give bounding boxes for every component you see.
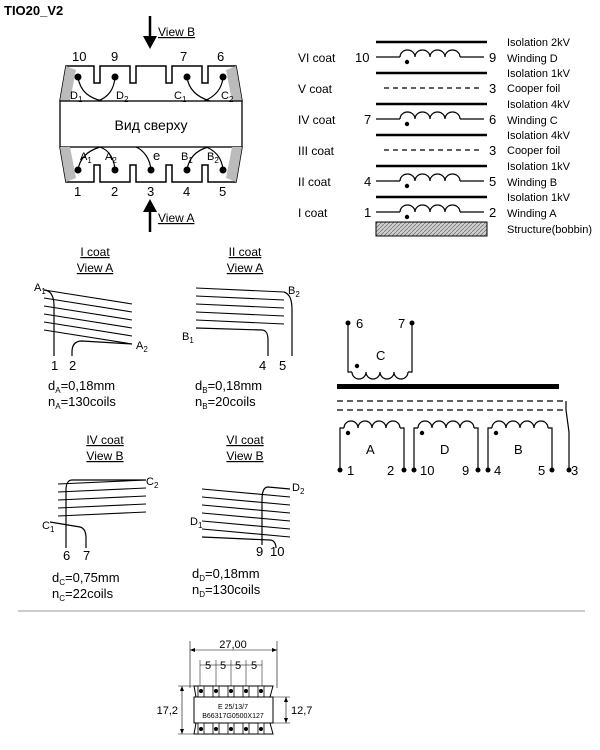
part-number-1: E 25/13/7	[218, 704, 248, 711]
winding-start-label: $B_1$	[182, 331, 194, 345]
top-pin-10: 10	[72, 49, 87, 64]
winding-view-ii-coat	[182, 245, 300, 411]
winding-view-view-label: View B	[226, 449, 264, 463]
schematic-pin-7: 7	[398, 316, 406, 331]
winding-view-coat-title: I coat	[80, 245, 110, 259]
coat-iv-pin-right: 6	[489, 112, 497, 127]
layer-desc-cooper-foil-a: Cooper foil	[507, 83, 561, 95]
top-pin-7: 7	[180, 49, 188, 64]
pad-label-b2: $B_2$	[207, 151, 219, 165]
coil-count: $n_B=20coils$	[195, 394, 256, 411]
winding-start-label: $C_1$	[42, 520, 55, 534]
bottom-pin-4: 4	[183, 184, 191, 199]
pad-label-e: e	[153, 148, 161, 163]
bottom-pin-1: 1	[74, 184, 82, 199]
coat-label-i: I coat	[298, 206, 328, 220]
layer-desc-isolation-2kv: Isolation 2kV	[507, 37, 570, 49]
coat-iv-pin-left: 7	[364, 112, 372, 127]
winding-view-view-label: View A	[76, 261, 114, 275]
layer-desc-cooper-foil-b: Cooper foil	[507, 145, 561, 157]
winding-c-symbol	[400, 112, 460, 119]
coil-count: $n_A=130coils$	[48, 394, 116, 411]
pad-label-c1: $C_1$	[174, 90, 187, 104]
top-view	[60, 16, 242, 232]
schematic-pin-9: 9	[462, 463, 470, 478]
pad-label-c2: $C_2$	[221, 90, 234, 104]
layer-desc-winding-c: Winding C	[507, 115, 558, 127]
schematic-pin-2: 2	[387, 463, 395, 478]
winding-start-label: $A_1$	[34, 282, 46, 296]
winding-pin-a: 1	[51, 358, 59, 373]
coat-label-v: V coat	[298, 82, 333, 96]
pad-label-d2: $D_2$	[116, 90, 129, 104]
dim-height-right: 12,7	[291, 705, 313, 717]
coat-label-iv: IV coat	[298, 113, 336, 127]
transformer-core	[337, 384, 559, 389]
winding-pin-b: 10	[270, 544, 285, 559]
schematic-pin-1: 1	[347, 463, 355, 478]
winding-view-vi-coat	[190, 433, 305, 599]
coat-iii-pin-right: 3	[489, 143, 497, 158]
coat-i-pin-left: 1	[364, 205, 372, 220]
page-title: TIO20_V2	[4, 3, 64, 18]
winding-view-view-label: View A	[226, 261, 264, 275]
schematic-pin-10: 10	[420, 463, 435, 478]
winding-view-coat-title: II coat	[228, 245, 262, 259]
view-a-label: View A	[158, 211, 195, 225]
pad-label-a1: $A_1$	[80, 151, 92, 165]
schematic-label-b: B	[514, 442, 523, 457]
schematic-winding-b	[492, 421, 548, 428]
view-a-arrow	[143, 199, 157, 232]
winding-end-label: $D_2$	[292, 482, 305, 496]
wire-diameter: $d_C=0,75mm$	[52, 570, 120, 587]
layer-desc-isolation-4kv-b: Isolation 4kV	[507, 130, 570, 142]
coat-vi-pin-left: 10	[355, 50, 370, 65]
schematic-label-a: A	[366, 442, 375, 457]
winding-view-i-coat	[34, 245, 148, 411]
bottom-pin-5: 5	[219, 184, 227, 199]
layer-desc-winding-b: Winding B	[507, 177, 558, 189]
coat-label-ii: II coat	[298, 175, 331, 189]
layer-desc-isolation-4kv-a: Isolation 4kV	[507, 99, 570, 111]
view-b-label: View B	[158, 25, 196, 39]
winding-pin-b: 7	[83, 548, 91, 563]
schematic-label-d: D	[440, 442, 450, 457]
winding-pin-a: 6	[63, 548, 71, 563]
coat-label-vi: VI coat	[298, 51, 336, 65]
coat-label-iii: III coat	[298, 144, 335, 158]
winding-end-label: $B_2$	[288, 285, 300, 299]
wire-diameter: $d_A=0,18mm$	[48, 378, 116, 395]
coat-ii-pin-left: 4	[364, 174, 372, 189]
winding-pin-b: 5	[279, 358, 287, 373]
winding-a-symbol	[400, 205, 460, 212]
coat-v-pin-right: 3	[489, 81, 497, 96]
winding-start-label: $D_1$	[190, 516, 203, 530]
schematic-winding-d	[418, 421, 474, 428]
schematic-winding-a	[344, 421, 400, 428]
dim-height-left: 17,2	[156, 705, 178, 717]
winding-pin-a: 4	[259, 358, 267, 373]
layer-desc-winding-d: Winding D	[507, 53, 558, 65]
layer-desc-isolation-1kv-a: Isolation 1kV	[507, 68, 570, 80]
dimension-drawing	[157, 639, 313, 734]
schematic-pin-4: 4	[494, 463, 502, 478]
layer-desc-structure: Structure(bobbin)	[507, 224, 592, 236]
pad-label-b1: $B_1$	[181, 151, 193, 165]
part-number-2: B66317G0500X127	[202, 713, 264, 720]
bobbin-structure-hatch	[376, 222, 487, 236]
schematic-pin-3: 3	[571, 463, 579, 478]
schematic-winding-c	[352, 372, 408, 379]
bottom-pin-2: 2	[111, 184, 119, 199]
winding-view-coat-title: VI coat	[226, 433, 264, 447]
winding-end-label: $C_2$	[146, 476, 159, 490]
layer-stack	[298, 37, 592, 236]
coil-count: $n_D=130coils$	[192, 582, 261, 599]
wire-diameter: $d_D=0,18mm$	[192, 566, 260, 583]
layer-desc-isolation-1kv-c: Isolation 1kV	[507, 192, 570, 204]
coil-count: $n_C=22coils$	[52, 586, 114, 603]
dim-pitch-3: 5	[234, 660, 242, 672]
dim-width: 27,00	[219, 639, 247, 651]
dim-pitch-4: 5	[250, 660, 258, 672]
winding-view-view-label: View B	[86, 449, 124, 463]
pad-label-a2: $A_2$	[105, 151, 117, 165]
top-view-label: Вид сверху	[114, 117, 188, 133]
view-b-arrow	[143, 16, 157, 49]
schematic	[337, 316, 578, 478]
winding-pin-b: 2	[69, 358, 77, 373]
top-pin-9: 9	[111, 49, 119, 64]
winding-end-label: $A_2$	[136, 340, 148, 354]
pad-label-d1: $D_1$	[70, 90, 83, 104]
winding-view-coat-title: IV coat	[86, 433, 124, 447]
top-pin-6: 6	[217, 49, 225, 64]
layer-desc-isolation-1kv-b: Isolation 1kV	[507, 161, 570, 173]
winding-d-symbol	[400, 50, 460, 57]
winding-b-symbol	[400, 174, 460, 181]
dim-pitch-1: 5	[204, 660, 212, 672]
winding-pin-a: 9	[256, 544, 264, 559]
bottom-pin-3: 3	[147, 184, 155, 199]
top-flange	[60, 66, 242, 101]
schematic-pin-6: 6	[356, 316, 364, 331]
wire-diameter: $d_B=0,18mm$	[195, 378, 263, 395]
coat-ii-pin-right: 5	[489, 174, 497, 189]
dim-pitch-2: 5	[219, 660, 227, 672]
schematic-label-c: C	[376, 348, 386, 363]
winding-view-iv-coat	[42, 433, 159, 603]
schematic-pin-5: 5	[538, 463, 546, 478]
coat-vi-pin-right: 9	[489, 50, 497, 65]
layer-desc-winding-a: Winding A	[507, 208, 557, 220]
coat-i-pin-right: 2	[489, 205, 497, 220]
